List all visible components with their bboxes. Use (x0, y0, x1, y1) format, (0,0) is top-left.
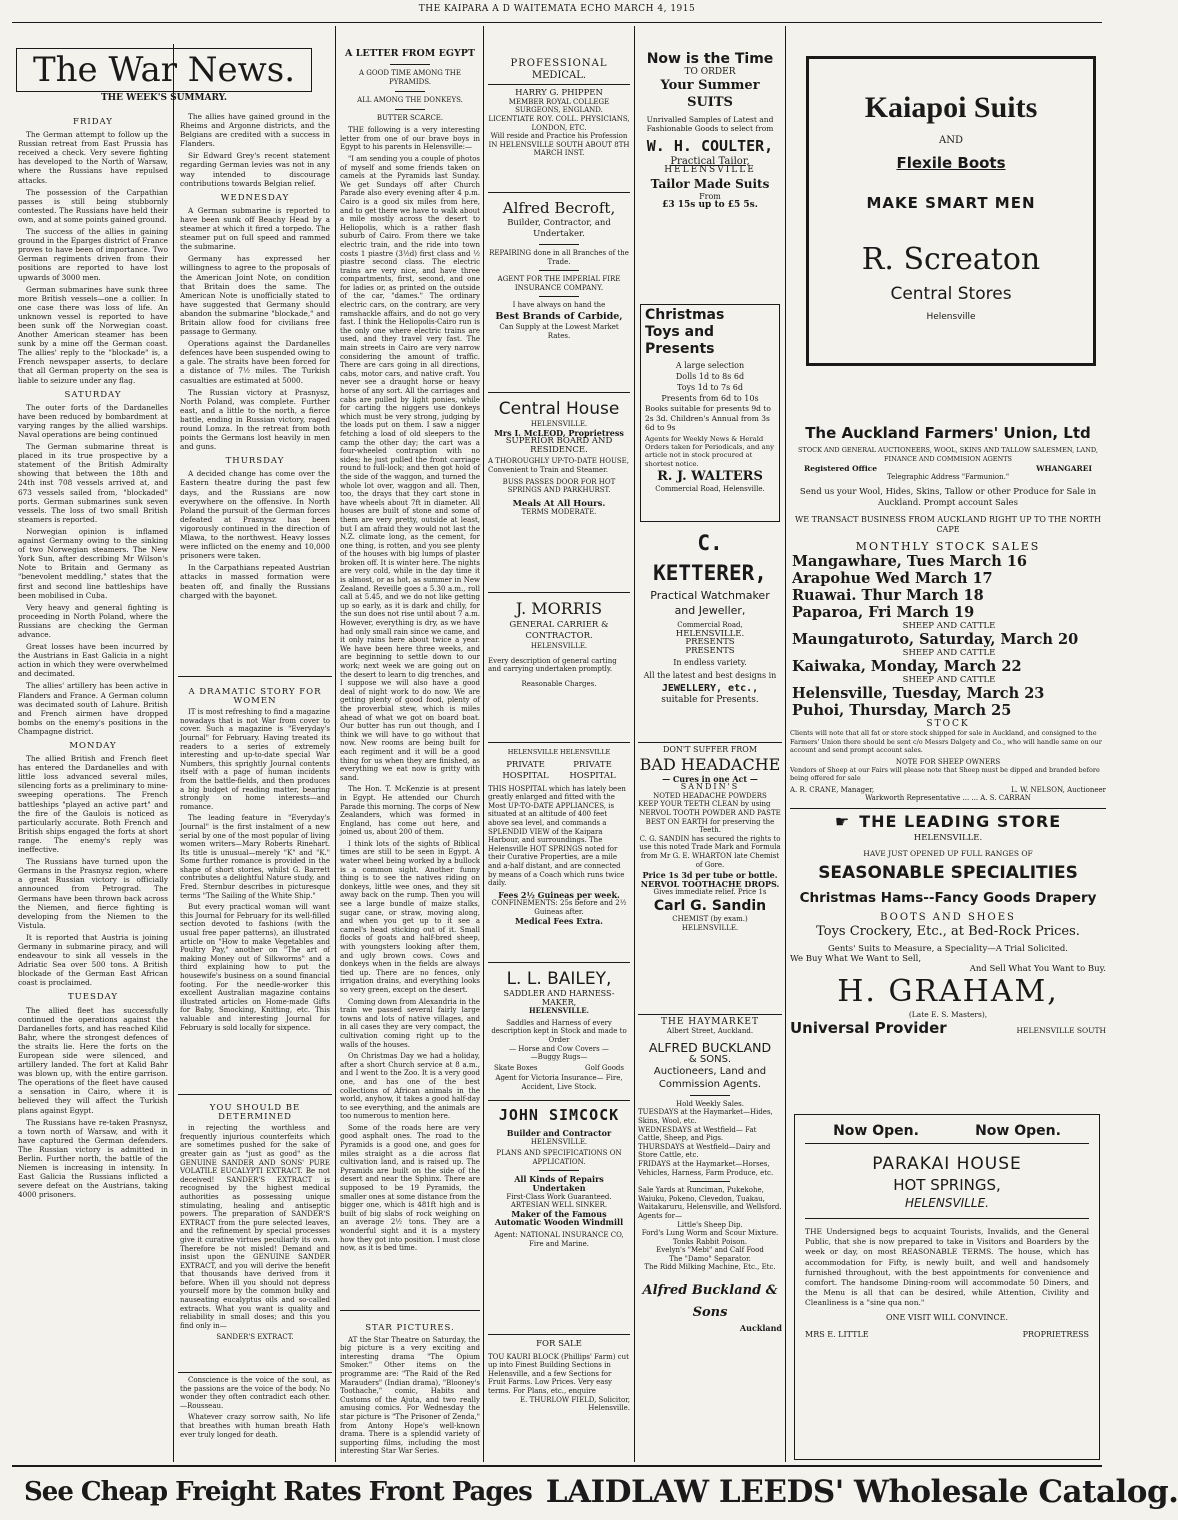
ad-line: Every description of general carting and carrying undertaken promptly. (488, 656, 617, 674)
news-paragraph: It is reported that Austria is joining Germany in submarine piracy, and will endeavour to sink all vessels in the Adriatic Sea over 500 tons. A British blockade of the German East African coast is proclaimed. (18, 932, 168, 988)
farmers-union-ad (790, 424, 1106, 800)
ad-heading: THE LEADING STORE (859, 812, 1062, 831)
ad-line: suitable for Presents. (661, 694, 759, 705)
coulter-ad (638, 50, 782, 300)
ad-line: Golf Goods (585, 1063, 624, 1072)
ad-line: Commercial Road, Helensville. (655, 485, 765, 494)
ad-line: & SONS. (688, 1054, 732, 1066)
news-paragraph: The success of the allies in gaining ground in the Eparges district of France proves to have been of importance. Two German regiments driven from their positions are reported to have lost upwards of 3000 men. (18, 227, 168, 282)
day-heading: MONDAY (69, 741, 117, 751)
ad-line: STOCK (926, 719, 970, 729)
ad-line: SANDIN'S (680, 782, 740, 792)
day-heading: WEDNESDAY (220, 192, 290, 203)
buckland-ad (638, 1018, 782, 1462)
bailey-ad (488, 968, 630, 1098)
ad-line: Best Brands of Carbide, (495, 310, 623, 322)
ad-line: CONFINEMENTS: 25s before and 2½ Guineas after. (491, 899, 627, 916)
sale-day: WEDNESDAYS at Westfield— Fat Cattle, Sheep, and Pigs. (638, 1125, 757, 1143)
article-title: STAR PICTURES. (365, 1323, 455, 1333)
ad-line: Builder and Contractor (506, 1128, 612, 1138)
business-name: L. L. BAILEY, (506, 969, 612, 989)
ad-line: Agents for— (638, 1211, 682, 1220)
business-name: H. GRAHAM, (837, 974, 1059, 1009)
letter-subhead: ALL AMONG THE DONKEYS. (357, 96, 463, 104)
news-paragraph: Operations against the Dardanelles defences have been suspended owing to a gale. The straits have been forced for a distance of 7½ miles. The Turkish casualties are estimated at 5000. (180, 339, 330, 385)
price-line: Dolls 1d to 8s 6d (675, 372, 745, 381)
sale-date: Maungaturoto, Saturday, March 20 (792, 631, 1079, 648)
ad-line: JEWELLERY, etc., (661, 682, 759, 694)
pointing-hand-icon: ☛ (834, 812, 850, 831)
day-heading: SATURDAY (64, 389, 122, 400)
hospital-ad (488, 748, 630, 960)
ad-body: TOU KAURI BLOCK (Phillips' Farm) cut up into Finest Building Sections in Helensville, and a few Sections for Fruit Farms. Low Prices. Very easy terms. For Plans, etc., enquire (488, 1352, 629, 1395)
ad-line: Skate Boxes (494, 1063, 538, 1072)
ad-line: PRESENTS (685, 645, 735, 656)
ad-heading: Now Open. (975, 1123, 1061, 1139)
ad-line: HAVE JUST OPENED UP FULL RANGES OF (863, 849, 1033, 858)
ad-line: Albert Street, Auckland. (666, 1026, 754, 1035)
ad-line: TERMS MODERATE. (521, 508, 597, 517)
ad-heading: BAD HEADACHE (639, 754, 781, 774)
sale-date: Helensville, Tuesday, March 23 (792, 685, 1045, 702)
letter-paragraph: Coming down from Alexandria in the train we passed several fairly large towns and lots of native villages, and in all cases they are very compact, the cultivation coming right up to the walls of the houses. (340, 997, 480, 1049)
news-paragraph: The German attempt to follow up the Russian retreat from East Prussia has received a check. Very severe fighting has developed to the North of Warsaw, where the Russians have repulsed attacks. (18, 130, 168, 185)
star-pictures (340, 1318, 480, 1462)
ad-sign: SANDER'S EXTRACT. (216, 1333, 294, 1342)
column-divider (335, 26, 336, 1462)
letter-paragraph: The Hon. T. McKenzie is at present in Egypt. He attended our Church Parade this morning. The corps of New Zealanders, which was formed in England, has come out here, and joined us, about 200 of them. (340, 785, 480, 837)
ad-line: Medical Fees Extra. (515, 915, 603, 926)
dramatic-story (180, 682, 330, 1092)
price-line: Presents from 6d to 10s (661, 394, 759, 403)
doctor-name: HARRY G. PHIPPEN (515, 88, 603, 99)
morris-ad (488, 598, 630, 738)
top-rule (12, 22, 1102, 23)
ad-line: L. W. NELSON, Auctioneer (1011, 785, 1106, 794)
section-rule (340, 1310, 480, 1311)
ad-line: Will reside and Practice his Profession IN HELENSVILLE SOUTH ABOUT 8TH MARCH INST. (488, 132, 630, 158)
ad-line: —Buggy Rugs— (530, 1053, 588, 1062)
news-paragraph: The Russian victory at Prasnysz, North Poland, was complete. Further east, and a little to the north, a fierce battle, ending in Russian victory, raged round Lomza. In the retreat from both points the Germans lost heavily in men and guns. (180, 387, 330, 452)
section-rule (488, 192, 630, 193)
letter-paragraph: On Christmas Day we had a holiday, after a short Church service at 8 a.m., and I went to the Zoo. It is a very good one, and has one of the best collections of African animals in the world, anyhow, it takes a good half-day to see everything, and the animals are too numerous to mention here. (340, 1052, 480, 1121)
ad-line: Agent: NATIONAL INSURANCE CO, Fire and Marine. (494, 1230, 624, 1248)
section-rule (638, 1014, 782, 1015)
sandin-ad (638, 746, 782, 1012)
ad-line: Price 1s 3d per tube or bottle. (642, 870, 778, 881)
ad-line: AGENT FOR THE IMPERIAL FIRE INSURANCE COMPANY. (497, 275, 621, 292)
column-divider (173, 44, 174, 1462)
ad-body: in rejecting the worthless and frequently injurious counterfeits which are sometimes pushed for the sake of greater gain as "just as good" as the GENUINE SANDER AND SONS' PURE VOLATILE EUCALYPTI EXTRACT. Be not deceived! SANDER'S EXTRACT is recognised by the highest medical authorities as possessing unique stimulating, healing and antiseptic powers. The preparation of SANDER'S EXTRACT from the pure selected leaves, and the refinement by special processes give it curative virtues peculiarly its own. Therefore be not misled! Demand and insist upon the GENUINE SANDER EXTRACT, and you will derive the benefit that thousands have derived from it before. When ill you should not depress yourself more by the common bulky and nauseating eucalyptus oils and so-called extracts. What you want is quality and reliability in small doses; and this you find only in— (180, 1124, 330, 1330)
signature-logo: Alfred Buckland & Sons (642, 1283, 778, 1321)
kaiapoi-ad (806, 56, 1096, 366)
news-paragraph: The allies' artillery has been active in Flanders and France. A German column was decimated south of Lahure. British and French airmen have dropped bombs on the enemy's positions in the Champagne district. (18, 681, 168, 736)
price-line: Toys 1d to 7s 6d (677, 383, 743, 392)
ad-heading: Now is the Time (646, 51, 774, 67)
section-rule (178, 1372, 332, 1373)
letter-paragraph: I think lots of the sights of Biblical times are still to be seen in Egypt. A water wheel being worked by a bullock is a common sight. Another funny thing is to see the natives riding on donkeys, little wee ones, and they sit away back on the rump. Then you will see a large bundle of maize stalks, sugar cane, or straw, moving along, and when you get up to it see a camel's head sticking out of it. Small flocks of goats and half-bred sheep, with youngsters looking after them, and ugly brown cows. Cows and donkeys when in the fields are always tied up. There are no fences, only irrigation drains, and everything looks so very green, except on the desert. (340, 839, 480, 994)
footer-left: See Cheap Freight Rates Front Pages (24, 1477, 532, 1507)
news-paragraph: Germany has expressed her willingness to agree to the proposals of the American Joint Note, on condition that Britain does the same. The American Note is unofficially stated to have suggested that Germany should abandon the submarine "blockade," and Britain allow food for civilians free passage to Germany. (180, 254, 330, 337)
ad-line: HELENSVILLE. (530, 420, 588, 428)
letter-subhead: BUTTER SCARCE. (376, 113, 444, 122)
walters-ad (640, 304, 780, 522)
parakai-house-ad (794, 1114, 1100, 1460)
ad-line: WE TRANSACT BUSINESS FROM AUCKLAND RIGHT UP TO THE NORTH CAPE (795, 515, 1101, 534)
ad-line: Reasonable Charges. (521, 679, 597, 688)
price: £3 15s up to £5 5s. (662, 200, 758, 211)
sale-day: FRIDAYS at the Haymarket—Horses, Vehicles, Harness, Farm Produce, etc. (638, 1159, 774, 1177)
news-paragraph: The possession of the Carpathian passes is still being stubbornly contested. The Russians have held their own, and at some points gained ground. (18, 187, 168, 224)
agency-item: The "Damo" Separator. (669, 1254, 751, 1263)
letter-from-egypt (340, 48, 480, 1308)
news-paragraph: The Russians have re-taken Prasnysz, a town north of Warsaw, and with it have captured the German defenders. The Russian victory is admitted in Berlin. Further north, the battle of the Niemen is increasing in intensity. In East Galicia the Russians inflicted a severe defeat on the Austrians, taking 4000 prisoners. (18, 1117, 168, 1200)
ad-heading: Now Open. (833, 1123, 919, 1139)
ad-line: First-Class Work Guaranteed. ARTESIAN WELL SINKER. (506, 1192, 612, 1210)
business-name: PARAKAI HOUSE (872, 1154, 1022, 1174)
section-rule (178, 676, 332, 677)
ad-line: REPAIRING done in all Branches of the Trade. (489, 249, 629, 266)
ad-line: All the latest and best designs in (643, 670, 777, 680)
section-rule (488, 592, 630, 593)
news-paragraph: The outer forts of the Dardanelles have been reduced by bombardment at varying ranges by the allied warships. Naval operations are being continued (18, 402, 168, 439)
ad-line: Sale Yards at Runciman, Pukekohe, Waiuku, Pokeno, Clevedon, Tuakau, Waitakaruru, Helensville, and Wellsford. (638, 1186, 782, 1212)
ad-line: Central Stores (890, 284, 1012, 304)
quote: Conscience is the voice of the soul, as the passions are the voice of the body. No wonder they often contradict each other.—Rousseau. (180, 1376, 330, 1410)
ad-line: KEEP YOUR TEETH CLEAN by using (638, 800, 771, 809)
bottom-rule (12, 1465, 1102, 1467)
ad-line: Fees 2½ Guineas per week. (498, 889, 620, 900)
sale-date: Mangawhare, Tues March 16 (792, 553, 1028, 570)
sale-day: THURSDAYS at Westfield—Dairy and Store Cattle, etc. (638, 1142, 771, 1160)
sale-type: SHEEP AND CATTLE (902, 675, 996, 685)
news-paragraph: Very heavy and general fighting is proceeding in North Poland, where the Russians are checking the German advance. (18, 602, 168, 639)
ad-line: Unrivalled Samples of Latest and Fashionable Goods to select from (646, 114, 774, 134)
ad-heading: Toys and (645, 324, 715, 340)
ad-line: SUPERIOR BOARD AND RESIDENCE. (505, 436, 613, 455)
article-body: AT the Star Theatre on Saturday, the big picture is a very exciting and interesting drama "The Opium Smoker." Other items on the programme are: "The Raid of the Red Marauders" (Indian drama), "Blooney's Toothache," comic, Habits and Customs of the Ajuta, and two really amusing comics. For Wednesday the star picture is "The Prisoner of Zenda," from Antony Hope's well-known drama. There is a splendid variety of supporting films, including the most interesting Star War Series. (340, 1335, 480, 1456)
ad-line: Warkworth Representative ... ... A. S. CARRAN (865, 793, 1031, 802)
sale-type: SHEEP AND CATTLE (902, 648, 996, 658)
sale-date: Kaiwaka, Monday, March 22 (792, 658, 1022, 675)
day-heading: FRIDAY (73, 117, 113, 127)
news-paragraph: A German submarine is reported to have been sunk off Beachy Head by a steamer at which it fired a torpedo. The steamer put on full speed and rammed the submarine. (180, 205, 330, 252)
phippen-ad (488, 60, 630, 190)
ad-line: AND (939, 135, 963, 146)
ad-body: THE Undersigned begs to acquaint Tourists, Invalids, and the General Public, that she is now prepared to take in Visitors and Boarders by the week or day, on most REASONABLE TERMS. The house, which has accommodation for Fifty, is newly built, and well and handsomely furnished throughout, with the best appointments for convenience and comfort. The handsome Dining-room will accommodate 50 Diners, and the Menu is all that can be desired, while Attention, Civility and Cleanliness is a "sine qua non." (805, 1227, 1089, 1308)
ad-heading: Kaiapoi Suits (864, 91, 1038, 124)
war-news-column-2 (180, 112, 330, 672)
ad-line: Gives immediate relief. Price 1s (653, 888, 767, 897)
hospital-label: PRIVATE HOSPITAL (502, 759, 549, 781)
ad-heading: PROFESSIONAL (510, 58, 608, 69)
ad-line: BOOTS AND SHOES (880, 912, 1016, 923)
ad-line: HELENSVILLE. (905, 1196, 989, 1210)
hospital-label: PRIVATE HOSPITAL (569, 759, 616, 781)
ad-body: Clients will note that all fat or store stock shipped for sale in Auckland, and consigned to the Farmers' Union there should be sent c/o Messrs Dalgety and Co., who will handle same on our account and send prompt account sales. (790, 729, 1102, 754)
ad-heading: Christmas Hams--Fancy Goods Drapery (799, 890, 1097, 906)
news-paragraph: German submarines have sunk three more British vessels—one a collier. In one case there was loss of life. An unknown vessel is reported to have been sunk off the Norwegian coast. Another American steamer has been sunk by a mine off the German coast. The allies' reply to the "blockade" is, a French newspaper asserts, to declare that all German property on the sea is liable to seizure under any flag. (18, 284, 168, 385)
ad-line: ONE VISIT WILL CONVINCE. (885, 1312, 1009, 1322)
war-news-subtitle: THE WEEK'S SUMMARY. (100, 93, 228, 103)
ad-line: HELENSVILLE. (530, 642, 588, 650)
ad-line: All Kinds of Repairs Undertaken (514, 1174, 604, 1193)
ad-heading: Christmas (645, 307, 725, 323)
ad-line: GENERAL CARRIER & CONTRACTOR. (509, 620, 609, 641)
quotes (180, 1376, 330, 1462)
business-name: R. Screaton (861, 242, 1041, 277)
ad-line: SADDLER AND HARNESS-MAKER, (503, 989, 615, 1007)
ad-line: BUSS PASSES DOOR FOR HOT SPRINGS AND PARKHURST. (502, 477, 616, 495)
agency-item: Evelyn's "Mebi" and Calf Food (656, 1246, 764, 1255)
article-paragraph: The leading feature in "Everyday's Journal" is the first instalment of a new serial by one of the most popular of living women writers—Mary Roberts Rinehart. Its title is unusual—merely "K" and "K." Some further romance is provided in the shape of short stories, whilst G. Barrett contributes a delightful Nature study, and Fred. Sternbur describes in picturesque terms "The Sailing of the White Ship." (180, 814, 330, 900)
sale-date: Arapohue Wed March 17 (792, 570, 993, 587)
ad-line: Commercial Road, (677, 621, 743, 629)
business-name: C. KETTERER, (653, 531, 767, 585)
becroft-ad (488, 198, 630, 386)
ad-line: BEST ON EARTH for preserving the Teeth. (645, 817, 775, 835)
ad-line: Auckland (739, 1323, 782, 1334)
ad-line: PROPRIETRESS (1022, 1329, 1089, 1339)
article-title: A DRAMATIC STORY FOR WOMEN (188, 687, 322, 706)
ad-line: NERVOL TOOTHACHE DROPS. (640, 878, 780, 889)
business-name: J. MORRIS (515, 599, 603, 618)
ad-line: MONTHLY STOCK SALES (855, 540, 1041, 553)
ad-line: THE HAYMARKET (661, 1017, 759, 1027)
ad-line: TO ORDER (684, 67, 736, 77)
simcock-ad (488, 1104, 630, 1304)
ad-line: We Buy What We Want to Sell, (790, 954, 922, 964)
agency-item: Tonks Rabbit Poison. (672, 1237, 748, 1246)
ad-line: PRESENTS (685, 637, 735, 648)
business-name: Alfred Becroft, (502, 199, 616, 217)
business-name: Central House (498, 399, 620, 419)
column-divider (483, 26, 484, 1462)
news-paragraph: The allied British and French fleet has entered the Dardanelles and with little loss advanced several miles, silencing forts as a preliminary to mine-sweeping operations. The French battleships "played an active part" and the fire of the Gaulois is noticed as particularly accurate. Both French and British ships engaged the forts at short range. The enemy's reply was ineffective. (18, 754, 168, 855)
sale-type: SHEEP AND CATTLE (902, 621, 996, 631)
section-rule (178, 1094, 332, 1095)
ad-line: Toys Crockery, Etc., at Bed-Rock Prices. (816, 924, 1080, 939)
ad-line: CHEMIST (by exam.) (672, 914, 748, 923)
section-rule (488, 962, 630, 963)
ad-line: A large selection (675, 361, 745, 370)
ad-line: (Late E. S. Masters), (908, 1010, 988, 1019)
column-divider (785, 26, 786, 1462)
ad-line: MEMBER ROYAL COLLEGE SURGEONS, ENGLAND. (508, 97, 610, 115)
ad-line: A THOROUGHLY UP-TO-DATE HOUSE, Convenient to Train and Steamer. (488, 457, 629, 474)
agency-item: Little's Sheep Dip. (677, 1220, 743, 1229)
ad-line: Helensville (926, 312, 976, 322)
column-divider (634, 26, 635, 1462)
business-name: W. H. COULTER, (646, 136, 774, 155)
ad-line: In endless variety. (673, 658, 747, 668)
ad-heading: The Auckland Farmers' Union, Ltd (805, 424, 1091, 442)
ad-line: HELENSVILLE. (675, 628, 745, 639)
ad-line: DON'T SUFFER FROM (662, 745, 758, 754)
ad-line: A. R. CRANE, Manager, (790, 785, 875, 794)
ad-heading: Flexile Boots (896, 154, 1006, 172)
sale-date: Puhoi, Thursday, March 25 (792, 702, 1012, 719)
ad-line: — Cures in one Act — (662, 773, 758, 784)
ad-body: Vendors of Sheep at our Fairs will please note that Sheep must be dipped and branded before being offered for sale (790, 765, 1100, 782)
ad-heading: Presents (645, 341, 715, 357)
ad-line: Maker of the Famous Automatic Wooden Windmill (494, 1208, 624, 1228)
ad-line: Agents for Weekly News & Herald Orders taken for Periodicals, and any article not in stock procured at shortest notice. (645, 434, 774, 468)
section-rule (488, 1334, 630, 1335)
quote: Whatever crazy sorrow saith, No life that breathes with human breath Hath ever truly longed for death. (180, 1413, 330, 1439)
day-heading: TUESDAY (67, 992, 119, 1003)
war-news-column-1 (18, 112, 168, 1462)
ad-sign: E. THURLOW FIELD, Solicitor, Helensville. (520, 1395, 630, 1413)
letter-subhead: A GOOD TIME AMONG THE PYRAMIDS. (359, 69, 461, 86)
footer-banner (24, 1468, 1178, 1516)
ad-heading: SUITS (687, 94, 733, 110)
ad-line: HELENSVILLE. (681, 923, 739, 932)
ad-line: I have always on hand the (512, 301, 606, 310)
news-paragraph: The allied fleet has successfully continued the operations against the Dardanelles forts, and has reached Kilid Bahr, where the strongest defences of the straits lie. Here the forts on the European side were silenced, and artillery landed. The fort at Kalid Bahr was blown up, with the entire garrison. The operations of the fleet have caused a sensation in Cairo, where it is believed they will affect the Turkish plans against Egypt. (18, 1005, 168, 1115)
ad-heading: Your Summer (660, 77, 760, 93)
ad-heading: MAKE SMART MEN (866, 194, 1036, 212)
ad-line: Agent for Victoria Insurance— Fire, Accident, Live Stock. (495, 1074, 623, 1091)
ad-line: Auctioneers, Land and Commission Agents. (653, 1065, 767, 1090)
ad-line: HELENSVILLE. (529, 1006, 589, 1016)
ad-line: Books suitable for presents 9d to 2s 3d. Children's Annual from 3s 6d to 9s (645, 404, 771, 432)
business-name: ALFRED BUCKLAND (648, 1040, 772, 1056)
letter-intro: THE following is a very interesting letter from one of our brave boys in Egypt to his parents in Helensville:— (340, 126, 480, 152)
ad-line: NOTE FOR SHEEP OWNERS (895, 757, 1001, 766)
news-paragraph: The Russians have turned upon the Germans in the Prasnysz region, where a great Russian victory is officially announced from Petrograd. The Germans have been thrown back across the Niemen, and fierce fighting is developing from the Niemen to the Vistula. (18, 857, 168, 930)
ad-line: HELENSVILLE. (530, 1137, 588, 1146)
letter-paragraph: Some of the roads here are very good asphalt ones. The road to the Pyramids is a good one, and goes for miles straight as a die across flat cultivation land, and is raised up. The Pyramids are built on the side of the desert and near the Sphinx. There are supposed to be 19 Pyramids, the smaller ones at some distance from the bigger one, which is 481ft high and is built of big slabs of rock weighing on an average 2½ tons. They are a wonderful sight and it is a mystery how they got into position. I must close now, as it is bed time. (340, 1123, 480, 1253)
ad-line: Gents' Suits to Measure, a Speciality—A Trial Solicited. (828, 944, 1068, 954)
central-house-ad (488, 398, 630, 588)
sale-date: Paparoa, Fri March 19 (792, 604, 975, 621)
for-sale-ad (488, 1338, 630, 1462)
business-name: Carl G. Sandin (653, 897, 767, 914)
ad-line: Hold Weekly Sales. (675, 1099, 744, 1108)
section-rule (488, 1100, 630, 1101)
ad-line: Saddles and Harness of every description kept in Stock and made to Order (491, 1018, 627, 1044)
ad-heading: Universal Provider (790, 1019, 947, 1037)
ad-line: Telegraphic Address "Farmunion." (886, 473, 1010, 481)
ad-line: C. G. SANDIN has secured the rights to use this noted Trade Mark and Formula from Mr G. E. WHARTON late Chemist of Gore. (639, 834, 781, 869)
ad-line: HOT SPRINGS, (893, 1176, 1001, 1194)
ad-line: MRS E. LITTLE (805, 1329, 869, 1339)
footer-right: LAIDLAW LEEDS' Wholesale Catalog. (545, 1474, 1178, 1510)
ad-line: NERVOL TOOTH POWDER AND PASTE (639, 808, 781, 817)
ad-line: Can Supply at the Lowest Market Rates. (499, 322, 619, 340)
news-paragraph: Great losses have been incurred by the Austrians in East Galicia in a night action in which they were overwhelmed and decimated. (18, 642, 168, 679)
letter-paragraph: "I am sending you a couple of photos of myself and some friends taken on camels at the Pyramids last Sunday. We get Sundays off after Church Parade also every evening after 4 p.m. Cairo is a good six miles from here, and to get there we have to walk about a mile mostly across the desert to Heliopolis, which is a rather flash suburb of Cairo. From there we take electric train, and the ride into town costs 1 piastre (3½d) first class and ½ piastre second class. The electric trains are very nice, and have three compartments, first, second, and one for ladies or, as printed on the outside of the car, "dames." The ordinary electric cars, on the contrary, are very ramshackle affairs, and do not go very fast. I think the Heliopolis-Cairo run is the only one where electric trains are used, and they travel very fast. The main streets in Cairo are very narrow considering the amount of traffic. There are cars going in all directions, cabs, motor cars, and native craft. You never see a draught horse or heavy horse of any sort. All the carriages and cabs are pulled by light ponies, while for carting the niggers use donkeys which must be very strong, judging by the loads put on them. I saw a nigger fetching a load of old sleepers to the camp the other day; the cart was a four-wheeled contraption with no sides; he just pulled the front carriage round to full-lock; and then got hold of the side of the waggon, and turned the whole lot over, waggon and all. Then, too, the drays that they cart stone in have wheels about 7ft in diameter. All houses are built of stone and some of them are very pretty, outside at least, but I am afraid they would not last the N.Z. climate long, as the cement, for one thing, is rotten, and you see plenty of the houses with big lumps of plaster broken off. It is winter here. The nights are very cold, while in the day time it is almost, or as hot, as summer in New Zealand. Reveille goes a 5.30 a.m., roll call at 5.45, and we do not like getting up so early, as it is dark and chilly, for the sun does not rise until about 7 a.m. However, everything is dry, as we have had only small rain since we came, and it only rains here about twice a year. We have been here three weeks, and are beginning to settle down to our work; next week we are going out on the desert to learn to dig trenches, and I suppose we will also have a good deal of night work to do now. We are getting plenty of good food, plenty of the proverbial stew, which is miles ahead of what we got on board boat. Our butter has run out though, and I think we will have to go without that now. New rooms are being built for each regiment and it will be a good thing for us when they are finished, as everything we eat now is gritty with sand. (340, 154, 480, 782)
ad-line: Practical Watchmaker (650, 589, 770, 602)
ad-line: Builder, Contractor, and Undertaker. (507, 218, 611, 239)
news-paragraph: In the Carpathians repeated Austrian attacks in massed formation were beaten off, and finally the Russians charged with the bayonet. (180, 563, 330, 600)
ad-line: Practical Tailor, (670, 155, 750, 167)
ad-heading: YOU SHOULD BE DETERMINED (209, 1103, 301, 1122)
ad-line: HELENSVILLE HELENSVILLE (507, 748, 611, 756)
ad-line: Meals At All Hours. (512, 498, 606, 509)
letter-title: A LETTER FROM EGYPT (345, 48, 475, 59)
ad-line: and Jeweller, (674, 604, 746, 617)
ad-line: Send us your Wool, Hides, Skins, Tallow or other Produce for Sale in Auckland. Prompt account Sales (799, 487, 1097, 508)
article-paragraph: IT is most refreshing to find a magazine nowadays that is not War from cover to cover. Such a magazine is "Everyday's Journal" for February. Having treated its readers to a series of extremely interesting and up-to-date special War Numbers, this sprightly Journal contents itself with a page of human incidents from the battle-fields, and then produces a big budget of reading matter, bearing strongly on home interests—and romance. (180, 708, 330, 811)
section-rule (488, 742, 630, 743)
article-paragraph: But every practical woman will want this Journal for February for its well-filled section devoted to fashions (with the usual free paper patterns), an illustrated article on "How to make Vegetables and Poultry Pay," another on "The art of making Money out of Silkworms" and a third explaining how to put the housewife's business on a sound financial footing. For the needle-worker this excellent Australian magazine contains illustrated articles on Home-made Gifts for Baby, Smocking, Knitting, etc. This valuable and interesting Journal for February is sold locally for sixpence. (180, 903, 330, 1032)
ad-line: Registered Office (804, 464, 878, 473)
ad-line: HELENSVILLE. (913, 833, 983, 843)
ad-line: PLANS AND SPECIFICATIONS ON APPLICATION. (496, 1149, 622, 1166)
day-heading: THURSDAY (225, 456, 285, 467)
ketterer-ad (638, 528, 782, 740)
masthead: THE KAIPARA A D WAITEMATA ECHO MARCH 4, 1915 (418, 4, 696, 14)
sanders-ad (180, 1098, 330, 1368)
ad-heading: SEASONABLE SPECIALITIES (818, 863, 1078, 883)
ad-line: Mrs I. McLEOD, Proprietress (494, 427, 624, 438)
ad-line: HELENSVILLE (664, 165, 756, 176)
ad-body: THIS HOSPITAL which has lately been greatly enlarged and fitted with the Most UP-TO-DATE APPLIANCES, is situated at an altitude of 400 feet above sea level, and commands a SPLENDID VIEW of the Kaipara Harbour, and surroundings. The Helensville HOT SPRINGS noted for their Curative Properties, are a mile and a-half distant, and are connected by means of a Coach which runs twice daily. (488, 784, 626, 888)
ad-heading: MEDICAL. (531, 69, 587, 81)
news-paragraph: Norwegian opinion is inflamed against Germany owing to the sinking of two Norwegian steamers. The New York Sun, after describing Mr Wilson's Note to Britain and Germany as "benevolent meddling," states that the first and second line battleships have been mobilised in Cuba. (18, 526, 168, 600)
ad-line: STOCK AND GENERAL AUCTIONEERS, WOOL, SKINS AND TALLOW SALESMEN, LAND, FINANCE AND COMMISION AGENTS (798, 446, 1098, 463)
sale-date: Ruawai. Thur March 18 (792, 587, 984, 604)
ad-line: WHANGAREI (1036, 464, 1092, 473)
agency-item: Ford's Lung Worm and Scour Mixture. (641, 1229, 779, 1238)
news-paragraph: A decided change has come over the Eastern theatre during the past few days, and the Russians are now everywhere on the offensive. In North Poland the pursuit of the German forces defeated at Prasnysz has been vigorously continued in the direction of Mlawa, to the northwest. Heavy losses were inflicted on the enemy and 10,000 prisoners were taken. (180, 469, 330, 561)
graham-ad (790, 812, 1106, 1102)
sale-day: TUESDAYS at the Haymarket—Hides, Skins, Wool, etc. (638, 1108, 773, 1125)
ad-line: NOTED HEADACHE POWDERS (653, 791, 767, 800)
section-rule (790, 808, 1106, 809)
ad-line: LICENTIATE ROY. COLL. PHYSICIANS, LONDON, ETC. (488, 114, 630, 132)
ad-heading: Tailor Made Suits (650, 176, 770, 191)
business-name: R. J. WALTERS (657, 469, 763, 485)
news-paragraph: Sir Edward Grey's recent statement regarding German levies was not in any way intended to discourage contributions towards Belgian relief. (180, 151, 330, 188)
ad-line: From (699, 191, 721, 201)
news-paragraph: The allies have gained ground in the Rheims and Argonne districts, and the Belgians are credited with a success in Flanders. (180, 112, 330, 149)
business-name: JOHN SIMCOCK (498, 1106, 620, 1124)
war-news-title-box (16, 48, 312, 92)
agency-item: The Ridd Milking Machine, Etc., Etc. (644, 1263, 776, 1272)
ad-heading: FOR SALE (536, 1339, 582, 1349)
war-news-title: The War News. (32, 50, 296, 90)
section-rule (488, 392, 630, 393)
news-paragraph: The German submarine threat is placed in its true prospective by a statement of the British Admiralty showing that between the 18th and 24th inst 708 vessels arrived at, and 673 vessels sailed from, "blockaded" ports. German submarines sunk seven vessels. The loss of two small British steamers is reported. (18, 442, 168, 524)
section-rule (638, 742, 782, 743)
ad-line: — Horse and Cow Covers — (509, 1044, 609, 1053)
ad-line: HELENSVILLE SOUTH (1016, 1026, 1106, 1035)
ad-line: And Sell What You Want to Buy. (969, 964, 1106, 974)
